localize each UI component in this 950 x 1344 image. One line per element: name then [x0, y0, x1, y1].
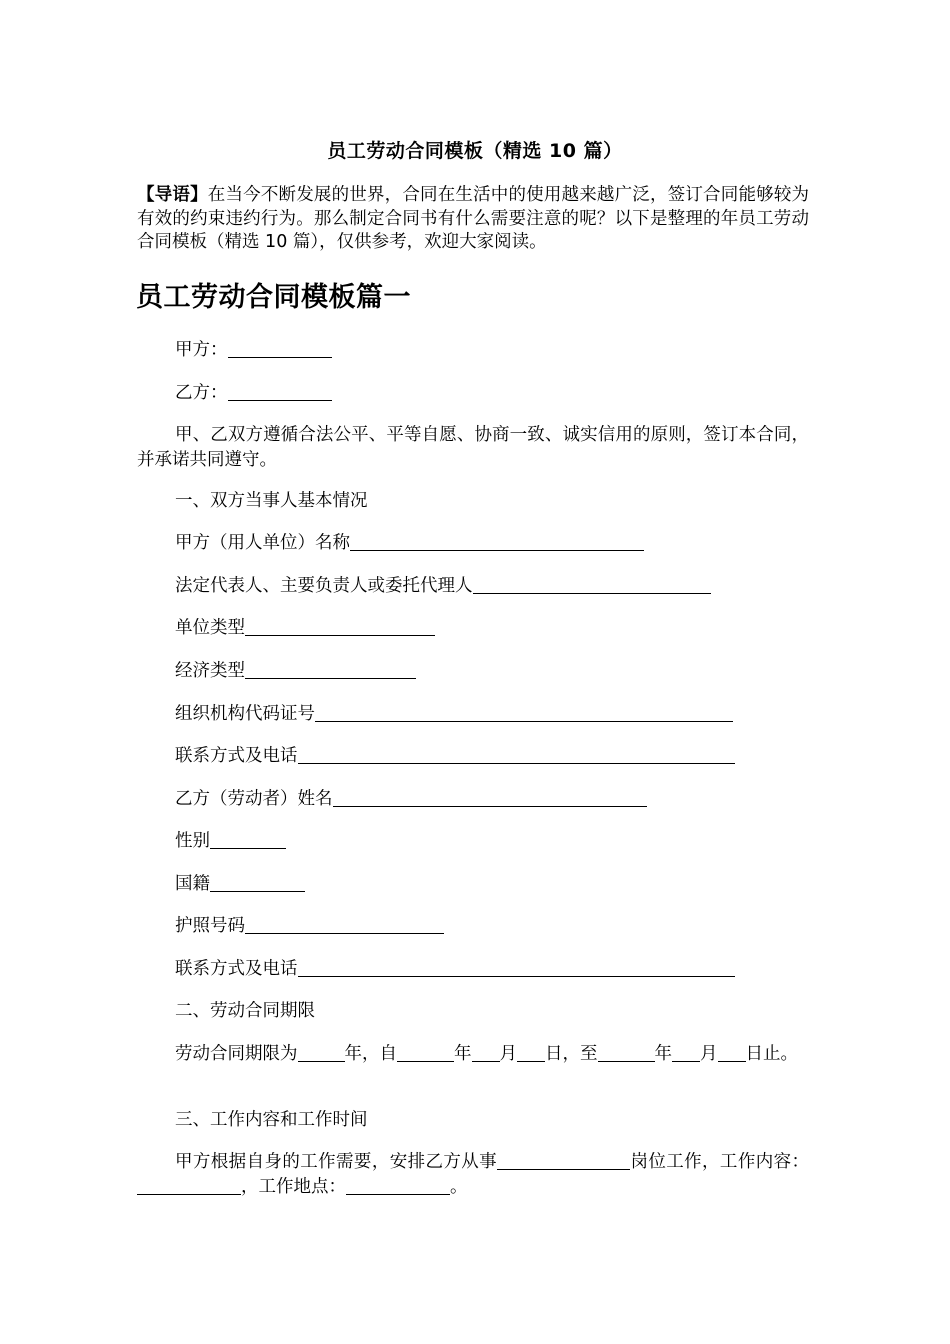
work-location-blank[interactable]	[346, 1176, 450, 1195]
contact-a-blank[interactable]	[298, 745, 735, 764]
end-month-blank[interactable]	[672, 1043, 700, 1062]
employer-name-blank[interactable]	[350, 532, 644, 551]
contact-a-line	[137, 744, 809, 769]
party-b-line	[137, 381, 809, 406]
work-text-1: 甲方根据自身的工作需要，安排乙方从事	[175, 1152, 498, 1172]
work-content-paragraph	[137, 1150, 809, 1200]
legal-rep-blank[interactable]	[473, 575, 711, 594]
start-day-blank[interactable]	[517, 1043, 545, 1062]
contact-b-line	[137, 957, 809, 982]
intro-text: 在当今不断发展的世界，合同在生活中的使用越来越广泛，签订合同能够较为有效的约束违约行为。那么制定合同书有什么需要注意的呢？以下是整理的年员工劳动合同模板（精选 10 篇），仅供参考，欢迎大家阅读。	[137, 185, 810, 252]
work-content-blank[interactable]	[137, 1176, 241, 1195]
term-years-blank[interactable]	[298, 1043, 345, 1062]
party-b-blank[interactable]	[228, 382, 332, 401]
party-a-line	[137, 338, 809, 363]
econ-type-line	[137, 659, 809, 684]
passport-label: 护照号码	[175, 916, 245, 936]
document-title: 员工劳动合同模板（精选 10 篇）	[327, 140, 623, 162]
section-2-heading: 二、劳动合同期限	[175, 1001, 315, 1021]
principles-paragraph: 甲、乙双方遵循合法公平、平等自愿、协商一致、诚实信用的原则，签订本合同，并承诺共同遵守。	[137, 425, 809, 470]
section-3-heading: 三、工作内容和工作时间	[175, 1110, 368, 1130]
work-text-3: ，工作地点：	[241, 1177, 346, 1197]
employee-name-blank[interactable]	[333, 788, 647, 807]
term-text-8: 日止。	[745, 1044, 798, 1064]
passport-line	[137, 914, 809, 939]
work-text-2: 岗位工作，工作内容：	[630, 1152, 810, 1172]
work-text-4: 。	[450, 1177, 468, 1197]
party-a-label: 甲方：	[175, 340, 228, 360]
passport-blank[interactable]	[245, 915, 444, 934]
section-1-heading: 一、双方当事人基本情况	[175, 491, 368, 511]
end-day-blank[interactable]	[718, 1043, 746, 1062]
legal-rep-line	[137, 574, 809, 599]
term-text-2: 年，自	[344, 1044, 397, 1064]
position-blank[interactable]	[497, 1151, 630, 1170]
term-text-3: 年	[454, 1044, 472, 1064]
term-text-6: 年	[654, 1044, 672, 1064]
end-year-blank[interactable]	[598, 1043, 655, 1062]
nationality-line	[137, 872, 809, 897]
intro-lead-label: 【导语】	[137, 185, 208, 205]
contact-b-label: 联系方式及电话	[175, 959, 298, 979]
start-year-blank[interactable]	[397, 1043, 454, 1062]
term-text-5: 日，至	[545, 1044, 598, 1064]
econ-type-label: 经济类型	[175, 661, 245, 681]
unit-type-label: 单位类型	[175, 618, 245, 638]
section-heading: 员工劳动合同模板篇一	[136, 282, 411, 313]
employee-name-line	[137, 787, 809, 812]
nationality-label: 国籍	[175, 874, 210, 894]
unit-type-line	[137, 616, 809, 641]
term-text-4: 月	[499, 1044, 517, 1064]
intro-paragraph	[137, 184, 809, 255]
org-code-blank[interactable]	[315, 703, 733, 722]
legal-rep-label: 法定代表人、主要负责人或委托代理人	[175, 576, 473, 596]
gender-line	[137, 829, 809, 854]
org-code-line	[137, 702, 809, 727]
unit-type-blank[interactable]	[245, 617, 435, 636]
start-month-blank[interactable]	[472, 1043, 500, 1062]
party-a-blank[interactable]	[228, 339, 332, 358]
employer-name-line	[137, 531, 809, 556]
contact-b-blank[interactable]	[298, 958, 735, 977]
employer-name-label: 甲方（用人单位）名称	[175, 533, 350, 553]
contract-term-paragraph	[137, 1042, 809, 1067]
contact-a-label: 联系方式及电话	[175, 746, 298, 766]
org-code-label: 组织机构代码证号	[175, 704, 315, 724]
nationality-blank[interactable]	[210, 873, 305, 892]
party-b-label: 乙方：	[175, 383, 228, 403]
term-text-1: 劳动合同期限为	[175, 1044, 298, 1064]
gender-blank[interactable]	[210, 830, 286, 849]
gender-label: 性别	[175, 831, 210, 851]
econ-type-blank[interactable]	[245, 660, 416, 679]
term-text-7: 月	[700, 1044, 718, 1064]
employee-name-label: 乙方（劳动者）姓名	[175, 789, 333, 809]
